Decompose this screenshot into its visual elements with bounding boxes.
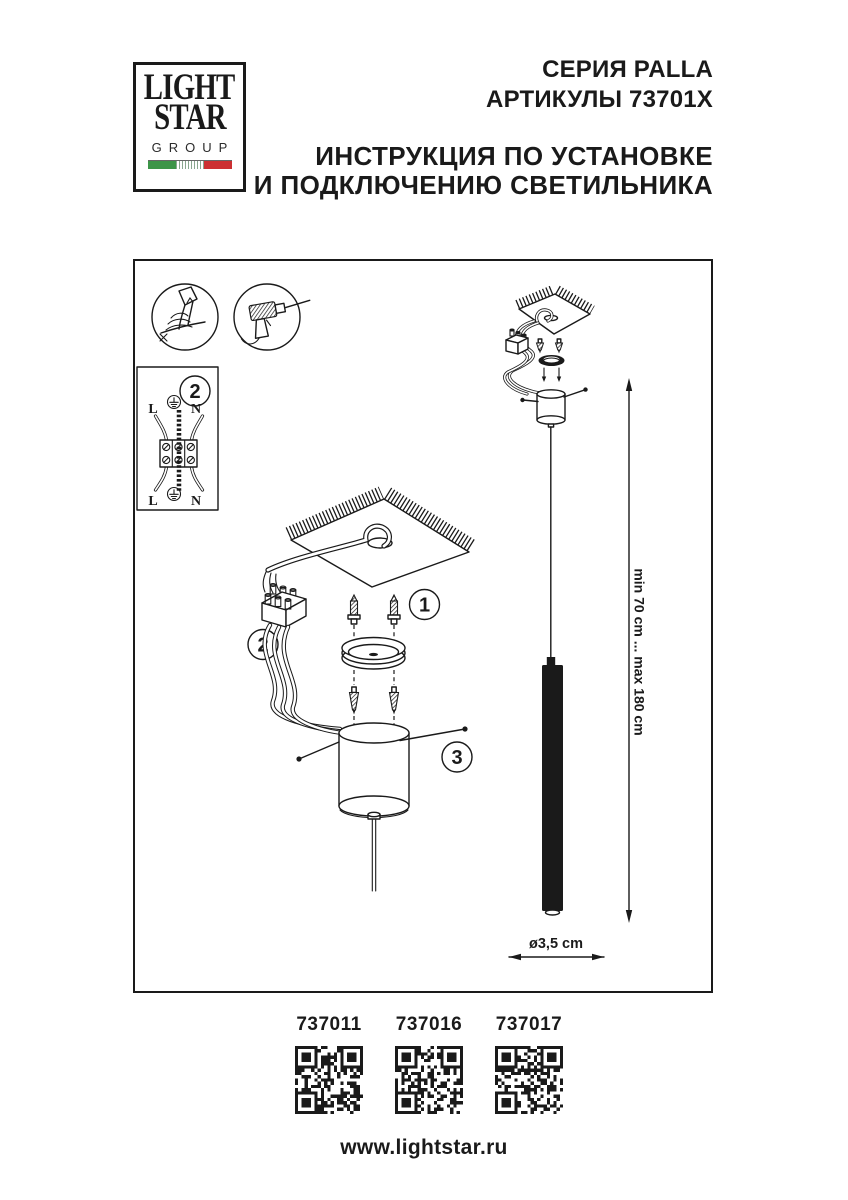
svg-text:2: 2 xyxy=(257,634,269,657)
mounting-ring xyxy=(342,638,405,670)
diameter-dimension-label: ø3,5 cm xyxy=(529,936,583,952)
terminal-block xyxy=(262,584,306,627)
header xyxy=(254,55,713,200)
wall-anchors xyxy=(348,595,400,624)
flag-white-stripe xyxy=(176,161,204,169)
articles-title: АРТИКУЛЫ 73701X xyxy=(486,86,713,113)
pendant-tube xyxy=(542,657,563,915)
callout-1-badge xyxy=(410,590,440,620)
instruction-line-1: ИНСТРУКЦИЯ ПО УСТАНОВКЕ xyxy=(315,141,713,171)
svg-text:3: 3 xyxy=(451,747,463,769)
qr-code-737011 xyxy=(295,1046,363,1114)
ceiling xyxy=(288,493,473,587)
svg-text:2: 2 xyxy=(189,381,201,403)
tube-light-tip xyxy=(546,910,560,915)
lightstar-logo xyxy=(133,62,246,192)
svg-text:1: 1 xyxy=(418,594,431,617)
qr-code-737017 xyxy=(495,1046,563,1114)
logo-word-light: LIGHT xyxy=(144,67,235,108)
mounting-ring-small xyxy=(539,355,565,366)
wiring-diagram xyxy=(137,367,218,510)
flag-red-stripe xyxy=(204,161,232,169)
article-number: 737016 xyxy=(395,1014,463,1035)
neutral-label-top: N xyxy=(190,402,202,417)
mounting-screws xyxy=(350,687,399,715)
instruction-line-2: И ПОДКЛЮЧЕНИЮ СВЕТИЛЬНИКА xyxy=(253,170,713,200)
installation-diagram-frame xyxy=(133,259,713,993)
qr-code-737016 xyxy=(395,1046,463,1114)
height-dimension-label: min 70 cm ... max 180 cm xyxy=(631,568,648,736)
article-number: 737011 xyxy=(296,1014,362,1035)
instruction-title xyxy=(254,142,713,200)
live-label-top: L xyxy=(148,402,158,417)
height-dimension xyxy=(626,378,647,923)
assembled-view xyxy=(505,289,648,960)
logo-word-group: GROUP xyxy=(151,140,235,155)
logo-word-star: STAR xyxy=(153,97,226,138)
neutral-label-bottom: N xyxy=(190,494,202,509)
series-title: СЕРИЯ PALLA xyxy=(542,56,713,83)
qr-column-737016 xyxy=(384,1014,474,1114)
flag-green-stripe xyxy=(148,161,176,169)
canopy-small xyxy=(520,387,587,427)
insert-arrows xyxy=(542,368,561,382)
canopy xyxy=(339,723,409,891)
website-url: www.lightstar.ru xyxy=(340,1136,508,1159)
live-label-bottom: L xyxy=(148,494,158,509)
diameter-dimension xyxy=(509,936,604,960)
earth-icon xyxy=(168,396,181,409)
screws-small xyxy=(537,339,563,354)
qr-column-737017 xyxy=(484,1014,574,1114)
italian-flag-icon xyxy=(148,160,232,169)
article-number: 737017 xyxy=(495,1014,563,1035)
wire-stripper-icon xyxy=(152,284,218,350)
exploded-view xyxy=(248,493,473,891)
suspension-cable xyxy=(372,819,375,891)
qr-column-737011 xyxy=(284,1014,374,1114)
drill-icon xyxy=(234,284,315,350)
installation-diagram xyxy=(135,261,711,991)
